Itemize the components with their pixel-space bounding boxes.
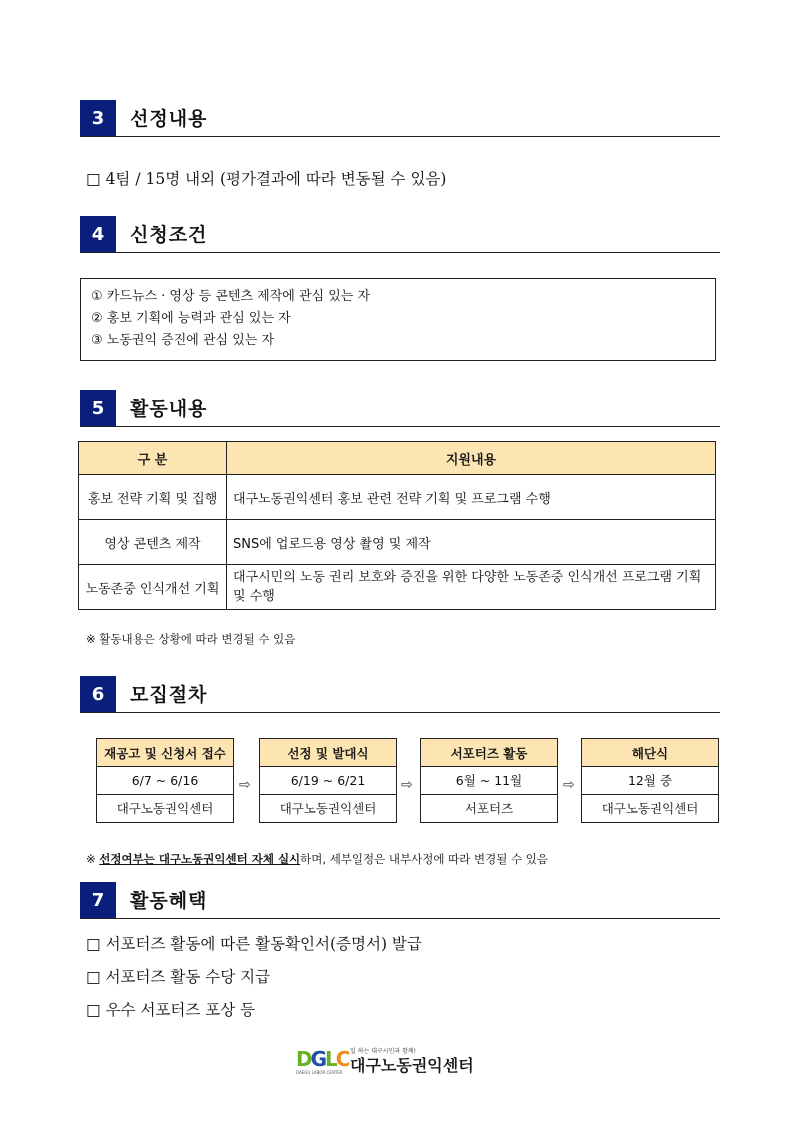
section-header-7	[80, 882, 720, 919]
dglc-logo	[296, 1048, 474, 1076]
table-header: 지원내용	[227, 442, 716, 475]
step-owner: 대구노동권익센터	[259, 794, 397, 823]
table-row	[79, 475, 716, 520]
benefit-item: □ 우수 서포터즈 포상 등	[86, 1001, 256, 1019]
table-row	[79, 520, 716, 565]
section-header-6	[80, 676, 720, 713]
step-owner: 대구노동권익센터	[96, 794, 234, 823]
logo-mark: DGLC DAEGU LABOR CENTER	[296, 1047, 349, 1075]
condition-item: ② 홍보 기획에 능력과 관심 있는 자	[91, 311, 291, 326]
step-title: 서포터즈 활동	[420, 738, 558, 767]
selection-text: □ 4팀 / 15명 내외 (평가결과에 따라 변동될 수 있음)	[86, 170, 447, 188]
procedure-step-1	[96, 738, 234, 823]
logo-name: 대구노동권익센터	[350, 1056, 474, 1075]
note-emphasis: 선정여부는 대구노동권익센터 자체 실시	[99, 852, 301, 866]
step-title: 재공고 및 신청서 접수	[96, 738, 234, 767]
section-title: 모집절차	[130, 684, 208, 706]
condition-item: ① 카드뉴스 · 영상 등 콘텐츠 제작에 관심 있는 자	[91, 289, 371, 304]
section-number: 3	[80, 100, 116, 136]
procedure-step-2	[259, 738, 397, 823]
table-cell-content: 대구시민의 노동 권리 보호와 증진을 위한 다양한 노동존중 인식개선 프로그램 기획 및 수행	[227, 565, 716, 610]
section-number: 5	[80, 390, 116, 426]
step-title: 해단식	[581, 738, 719, 767]
step-date: 6/19 ~ 6/21	[259, 766, 397, 795]
logo-tagline: 일 하는 대구시민과 함께!	[350, 1048, 417, 1055]
step-date: 12월 중	[581, 766, 719, 795]
logo-small-text: DAEGU LABOR CENTER	[296, 1070, 343, 1075]
note-suffix: 하며, 세부일정은 내부사정에 따라 변경될 수 있음	[300, 852, 548, 866]
section-title: 활동혜택	[130, 890, 208, 912]
step-owner: 서포터즈	[420, 794, 558, 823]
procedure-step-3	[420, 738, 558, 823]
procedure-note	[86, 851, 548, 867]
step-owner: 대구노동권익센터	[581, 794, 719, 823]
section-header-5	[80, 390, 720, 427]
note-prefix: ※	[86, 852, 100, 866]
table-cell-content: 대구노동권익센터 홍보 관련 전략 기획 및 프로그램 수행	[227, 475, 716, 520]
table-cell-category: 영상 콘텐츠 제작	[79, 520, 227, 565]
arrow-right-icon: ⇨	[401, 777, 413, 793]
section-title: 선정내용	[130, 108, 208, 130]
section-title: 신청조건	[130, 224, 208, 246]
activity-table	[78, 441, 716, 610]
conditions-box	[80, 278, 716, 361]
table-cell-content: SNS에 업로드용 영상 촬영 및 제작	[227, 520, 716, 565]
arrow-right-icon: ⇨	[563, 777, 575, 793]
step-title: 선정 및 발대식	[259, 738, 397, 767]
section-title: 활동내용	[130, 398, 208, 420]
benefit-item: □ 서포터즈 활동 수당 지급	[86, 968, 271, 986]
section-number: 6	[80, 676, 116, 712]
procedure-step-4	[581, 738, 719, 823]
condition-item: ③ 노동권익 증진에 관심 있는 자	[91, 333, 275, 348]
activity-note: ※ 활동내용은 상황에 따라 변경될 수 있음	[86, 632, 296, 646]
step-date: 6월 ~ 11월	[420, 766, 558, 795]
section-header-4	[80, 216, 720, 253]
section-number: 7	[80, 882, 116, 918]
step-date: 6/7 ~ 6/16	[96, 766, 234, 795]
benefit-item: □ 서포터즈 활동에 따른 활동확인서(증명서) 발급	[86, 935, 422, 953]
table-header: 구 분	[79, 442, 227, 475]
table-cell-category: 노동존중 인식개선 기획	[79, 565, 227, 610]
table-header-row	[79, 442, 716, 475]
section-header-3	[80, 100, 720, 137]
table-cell-category: 홍보 전략 기획 및 집행	[79, 475, 227, 520]
arrow-right-icon: ⇨	[239, 777, 251, 793]
section-number: 4	[80, 216, 116, 252]
table-row	[79, 565, 716, 610]
